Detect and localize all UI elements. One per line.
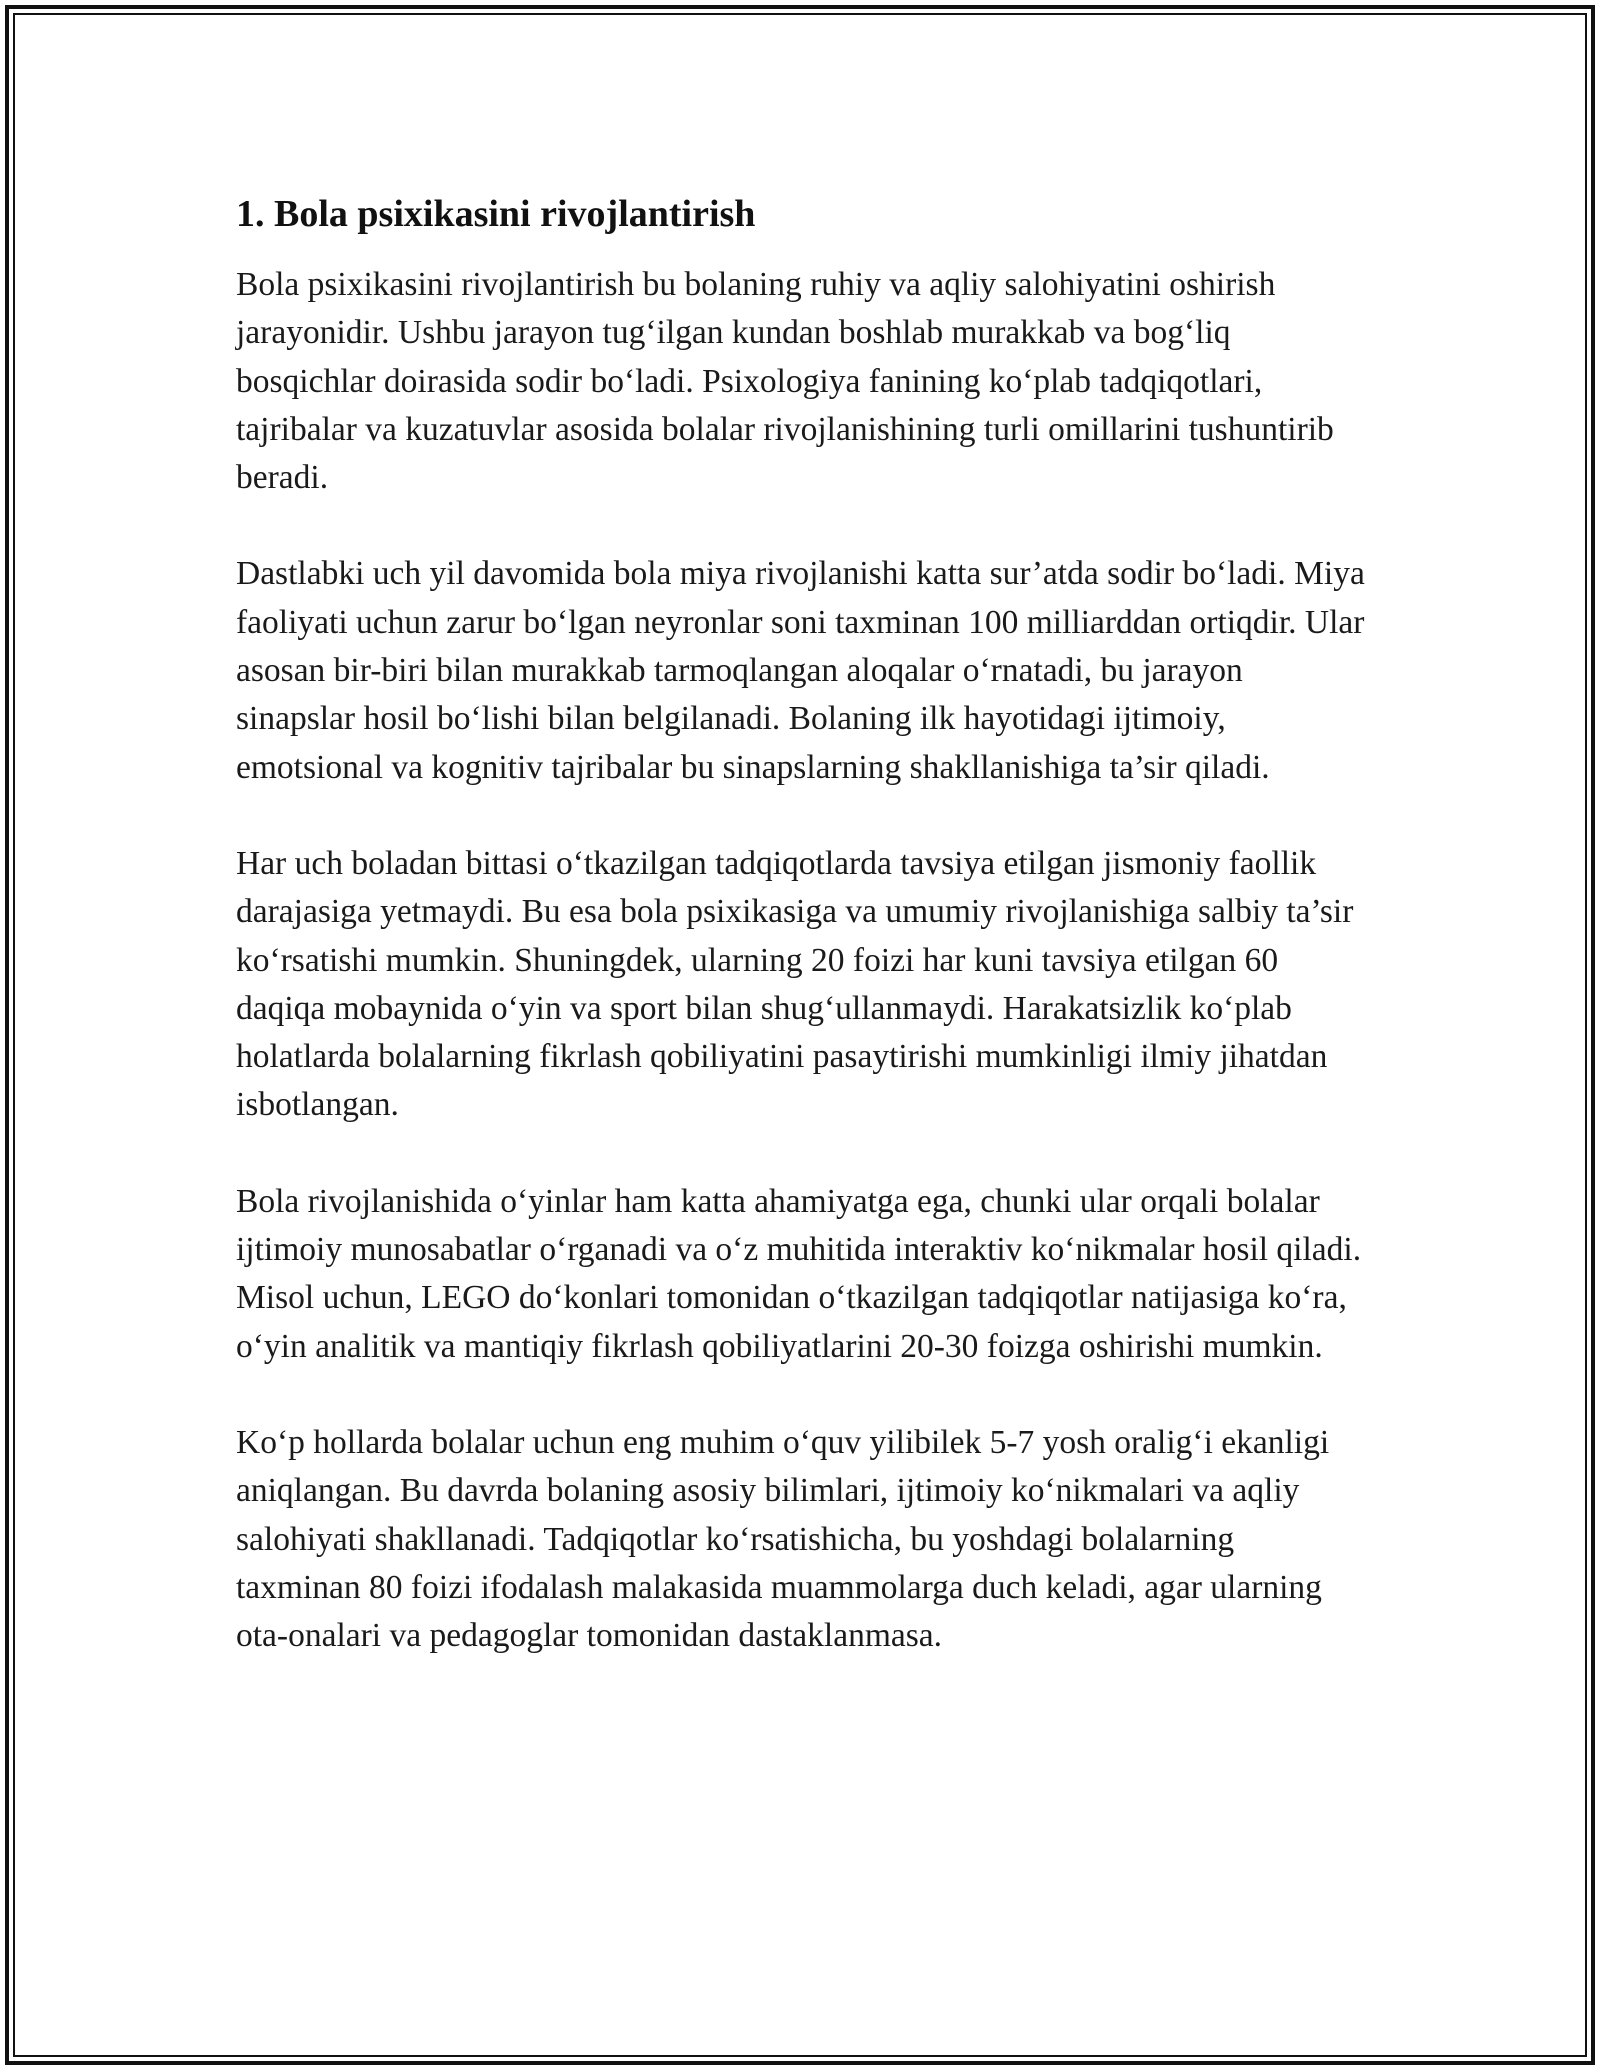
paragraph-intro: Bola psixikasini rivojlantirish bu bolaning ruhiy va aqliy salohiyatini oshirish jarayonidir. Ushbu jarayon tug‘ilgan kundan boshlab murakkab va bog‘liq bosqichlar doirasida sodir bo‘ladi. Psixologiya fanining ko‘plab tadqiqotlari, tajribalar va kuzatuvlar asosida bolalar rivojlanishining turli omillarini tushuntirib beradi. xyxy=(236,266,1334,497)
paragraph-learning-age: Ko‘p hollarda bolalar uchun eng muhim o‘quv yilibilek 5-7 yosh oralig‘i ekanligi aniqlangan. Bu davrda bolaning asosiy bilimlari, ijtimoiy ko‘nikmalari va aqliy salohiyati shakllanadi. Tadqiqotlar ko‘rsatishicha, bu yoshdagi bolalarning taxminan 80 foizi ifodalash malakasida muammolarga duch keladi, agar ularning ota-onalari va pedagoglar tomonidan dastaklanmasa. xyxy=(236,1423,1330,1655)
paragraph-brain-development: Dastlabki uch yil davomida bola miya rivojlanishi katta sur’atda sodir bo‘ladi. Miya faoliyati uchun zarur bo‘lgan neyronlar soni taxminan 100 milliarddan ortiqdir. Ular asosan bir-biri bilan murakkab tarmoqlangan aloqalar o‘rnatadi, bu jarayon sinapslar hosil bo‘lishi bilan belgilanadi. Bolaning ilk hayotidagi ijtimoiy, emotsional va kognitiv tajribalar bu sinapslarning shakllanishiga ta’sir qiladi. xyxy=(236,555,1365,786)
paragraph-play: Bola rivojlanishida o‘yinlar ham katta ahamiyatga ega, chunki ular orqali bolalar ijtimoiy munosabatlar o‘rganadi va o‘z muhitida interaktiv ko‘nikmalar hosil qiladi. Misol uchun, LEGO do‘konlari tomonidan o‘tkazilgan tadqiqotlar natijasiga ko‘ra, o‘yin analitik va mantiqiy fikrlash qobiliyatlarini 20-30 foizga oshirishi mumkin. xyxy=(236,1182,1362,1365)
document-body xyxy=(236,186,1366,1708)
paragraph-physical-activity: Har uch boladan bittasi o‘tkazilgan tadqiqotlarda tavsiya etilgan jismoniy faollik darajasiga yetmaydi. Bu esa bola psixikasiga va umumiy rivojlanishiga salbiy ta’sir ko‘rsatishi mumkin. Shuningdek, ularning 20 foizi har kuni tavsiya etilgan 60 daqiqa mobaynida o‘yin va sport bilan shug‘ullanmaydi. Harakatsizlik ko‘plab holatlarda bolalarning fikrlash qobiliyatini pasaytirishi mumkinligi ilmiy jihatdan isbotlangan. xyxy=(236,844,1354,1124)
section-heading: 1. Bola psixikasini rivojlantirish xyxy=(236,193,756,235)
